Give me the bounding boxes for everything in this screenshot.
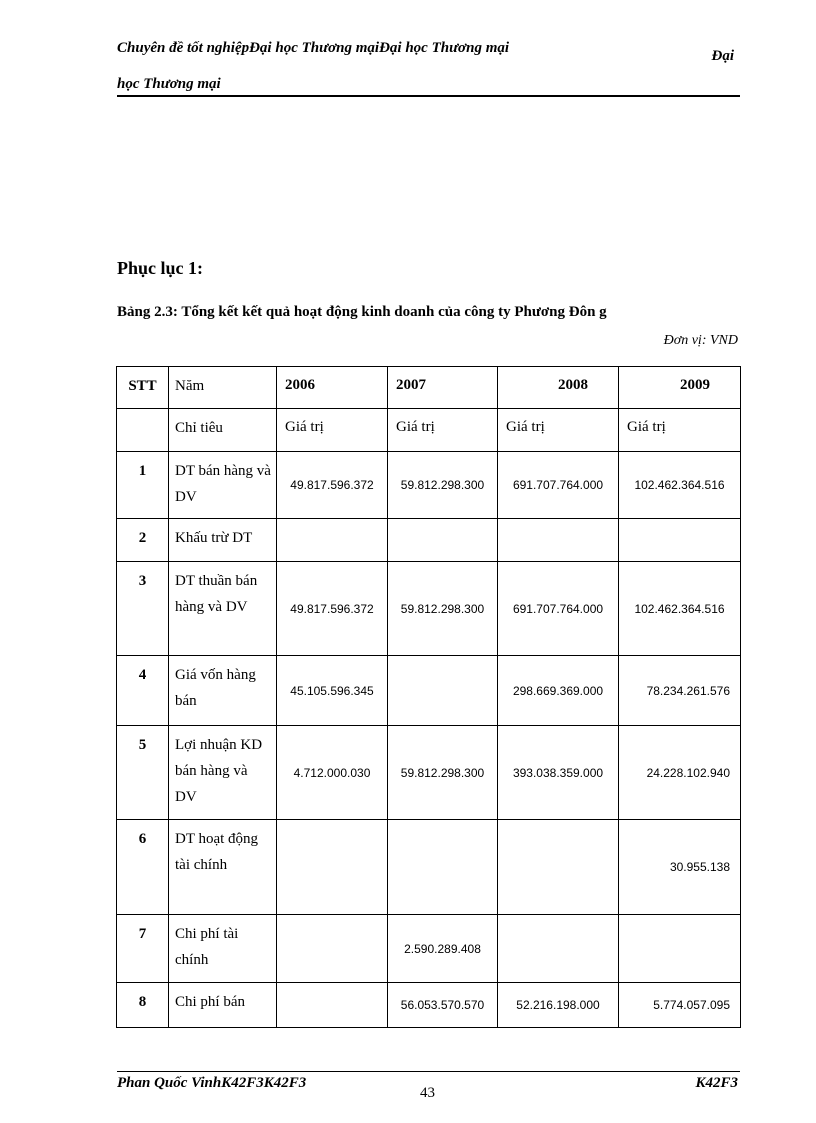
row-2007: 59.812.298.300 — [388, 562, 498, 656]
table-caption: Bảng 2.3: Tổng kết kết quả hoạt động kinh doanh của công ty Phương Đôn g — [117, 304, 607, 320]
table-subheader-row — [117, 409, 741, 452]
row-2006 — [277, 820, 388, 915]
header-divider — [117, 95, 740, 97]
header-line-1: Chuyên đề tốt nghiệpĐại học Thương mạiĐại học Thương mại — [117, 40, 510, 56]
subheader-cell: Giá trị — [277, 409, 388, 452]
row-2009: 5.774.057.095 — [619, 983, 741, 1028]
row-name: DT bán hàng và DV — [169, 452, 277, 519]
row-2008: 52.216.198.000 — [498, 983, 619, 1028]
table-header-row — [117, 367, 741, 409]
row-2006: 49.817.596.372 — [277, 562, 388, 656]
header-line-2: học Thương mại — [117, 76, 221, 92]
row-2007: 59.812.298.300 — [388, 726, 498, 820]
header-right: Đại — [711, 48, 734, 64]
results-table — [116, 366, 741, 1028]
row-2009 — [619, 519, 741, 562]
row-name: Chi phí tài chính — [169, 915, 277, 983]
row-2007 — [388, 519, 498, 562]
page-header — [117, 30, 637, 102]
row-2006: 45.105.596.345 — [277, 656, 388, 726]
row-stt: 4 — [117, 656, 169, 726]
row-stt: 1 — [117, 452, 169, 519]
table-row — [117, 452, 741, 519]
row-2009: 24.228.102.940 — [619, 726, 741, 820]
row-2009: 30.955.138 — [619, 820, 741, 915]
row-2006 — [277, 519, 388, 562]
row-2009: 102.462.364.516 — [619, 562, 741, 656]
header-cell: Năm — [169, 367, 277, 409]
row-2008 — [498, 915, 619, 983]
table-row — [117, 519, 741, 562]
row-2007: 56.053.570.570 — [388, 983, 498, 1028]
row-2008 — [498, 820, 619, 915]
row-stt: 8 — [117, 983, 169, 1028]
footer-class: K42F3 — [695, 1075, 738, 1091]
row-name: DT thuần bán hàng và DV — [169, 562, 277, 656]
row-2008: 393.038.359.000 — [498, 726, 619, 820]
subheader-cell: Giá trị — [498, 409, 619, 452]
footer-author: Phan Quốc VinhK42F3K42F3 — [117, 1075, 307, 1091]
row-stt: 6 — [117, 820, 169, 915]
row-2008: 691.707.764.000 — [498, 452, 619, 519]
row-2008: 691.707.764.000 — [498, 562, 619, 656]
table-row — [117, 656, 741, 726]
table-row — [117, 983, 741, 1028]
row-2007 — [388, 820, 498, 915]
row-2006: 49.817.596.372 — [277, 452, 388, 519]
header-cell: STT — [117, 367, 169, 409]
subheader-cell — [117, 409, 169, 452]
row-2006: 4.712.000.030 — [277, 726, 388, 820]
unit-label: Đơn vị: VND — [663, 333, 738, 348]
row-stt: 3 — [117, 562, 169, 656]
row-2009 — [619, 915, 741, 983]
row-2007: 2.590.289.408 — [388, 915, 498, 983]
table-row — [117, 562, 741, 656]
row-2007 — [388, 656, 498, 726]
row-2009: 102.462.364.516 — [619, 452, 741, 519]
row-stt: 2 — [117, 519, 169, 562]
row-name: Giá vốn hàng bán — [169, 656, 277, 726]
row-stt: 7 — [117, 915, 169, 983]
row-2009: 78.234.261.576 — [619, 656, 741, 726]
row-name: Khấu trừ DT — [169, 519, 277, 562]
table-row — [117, 820, 741, 915]
header-cell: 2008 — [498, 367, 619, 409]
header-cell: 2007 — [388, 367, 498, 409]
row-2008 — [498, 519, 619, 562]
row-stt: 5 — [117, 726, 169, 820]
row-name: Lợi nhuận KD bán hàng và DV — [169, 726, 277, 820]
header-cell: 2006 — [277, 367, 388, 409]
table-row — [117, 915, 741, 983]
section-title: Phục lục 1: — [117, 258, 204, 278]
table-row — [117, 726, 741, 820]
row-2008: 298.669.369.000 — [498, 656, 619, 726]
subheader-cell: Giá trị — [619, 409, 741, 452]
row-2006 — [277, 983, 388, 1028]
row-2006 — [277, 915, 388, 983]
row-name: DT hoạt động tài chính — [169, 820, 277, 915]
row-2007: 59.812.298.300 — [388, 452, 498, 519]
header-cell: 2009 — [619, 367, 741, 409]
row-name: Chi phí bán — [169, 983, 277, 1028]
subheader-cell: Chỉ tiêu — [169, 409, 277, 452]
page-number: 43 — [420, 1085, 435, 1101]
footer-divider — [117, 1071, 740, 1072]
subheader-cell: Giá trị — [388, 409, 498, 452]
